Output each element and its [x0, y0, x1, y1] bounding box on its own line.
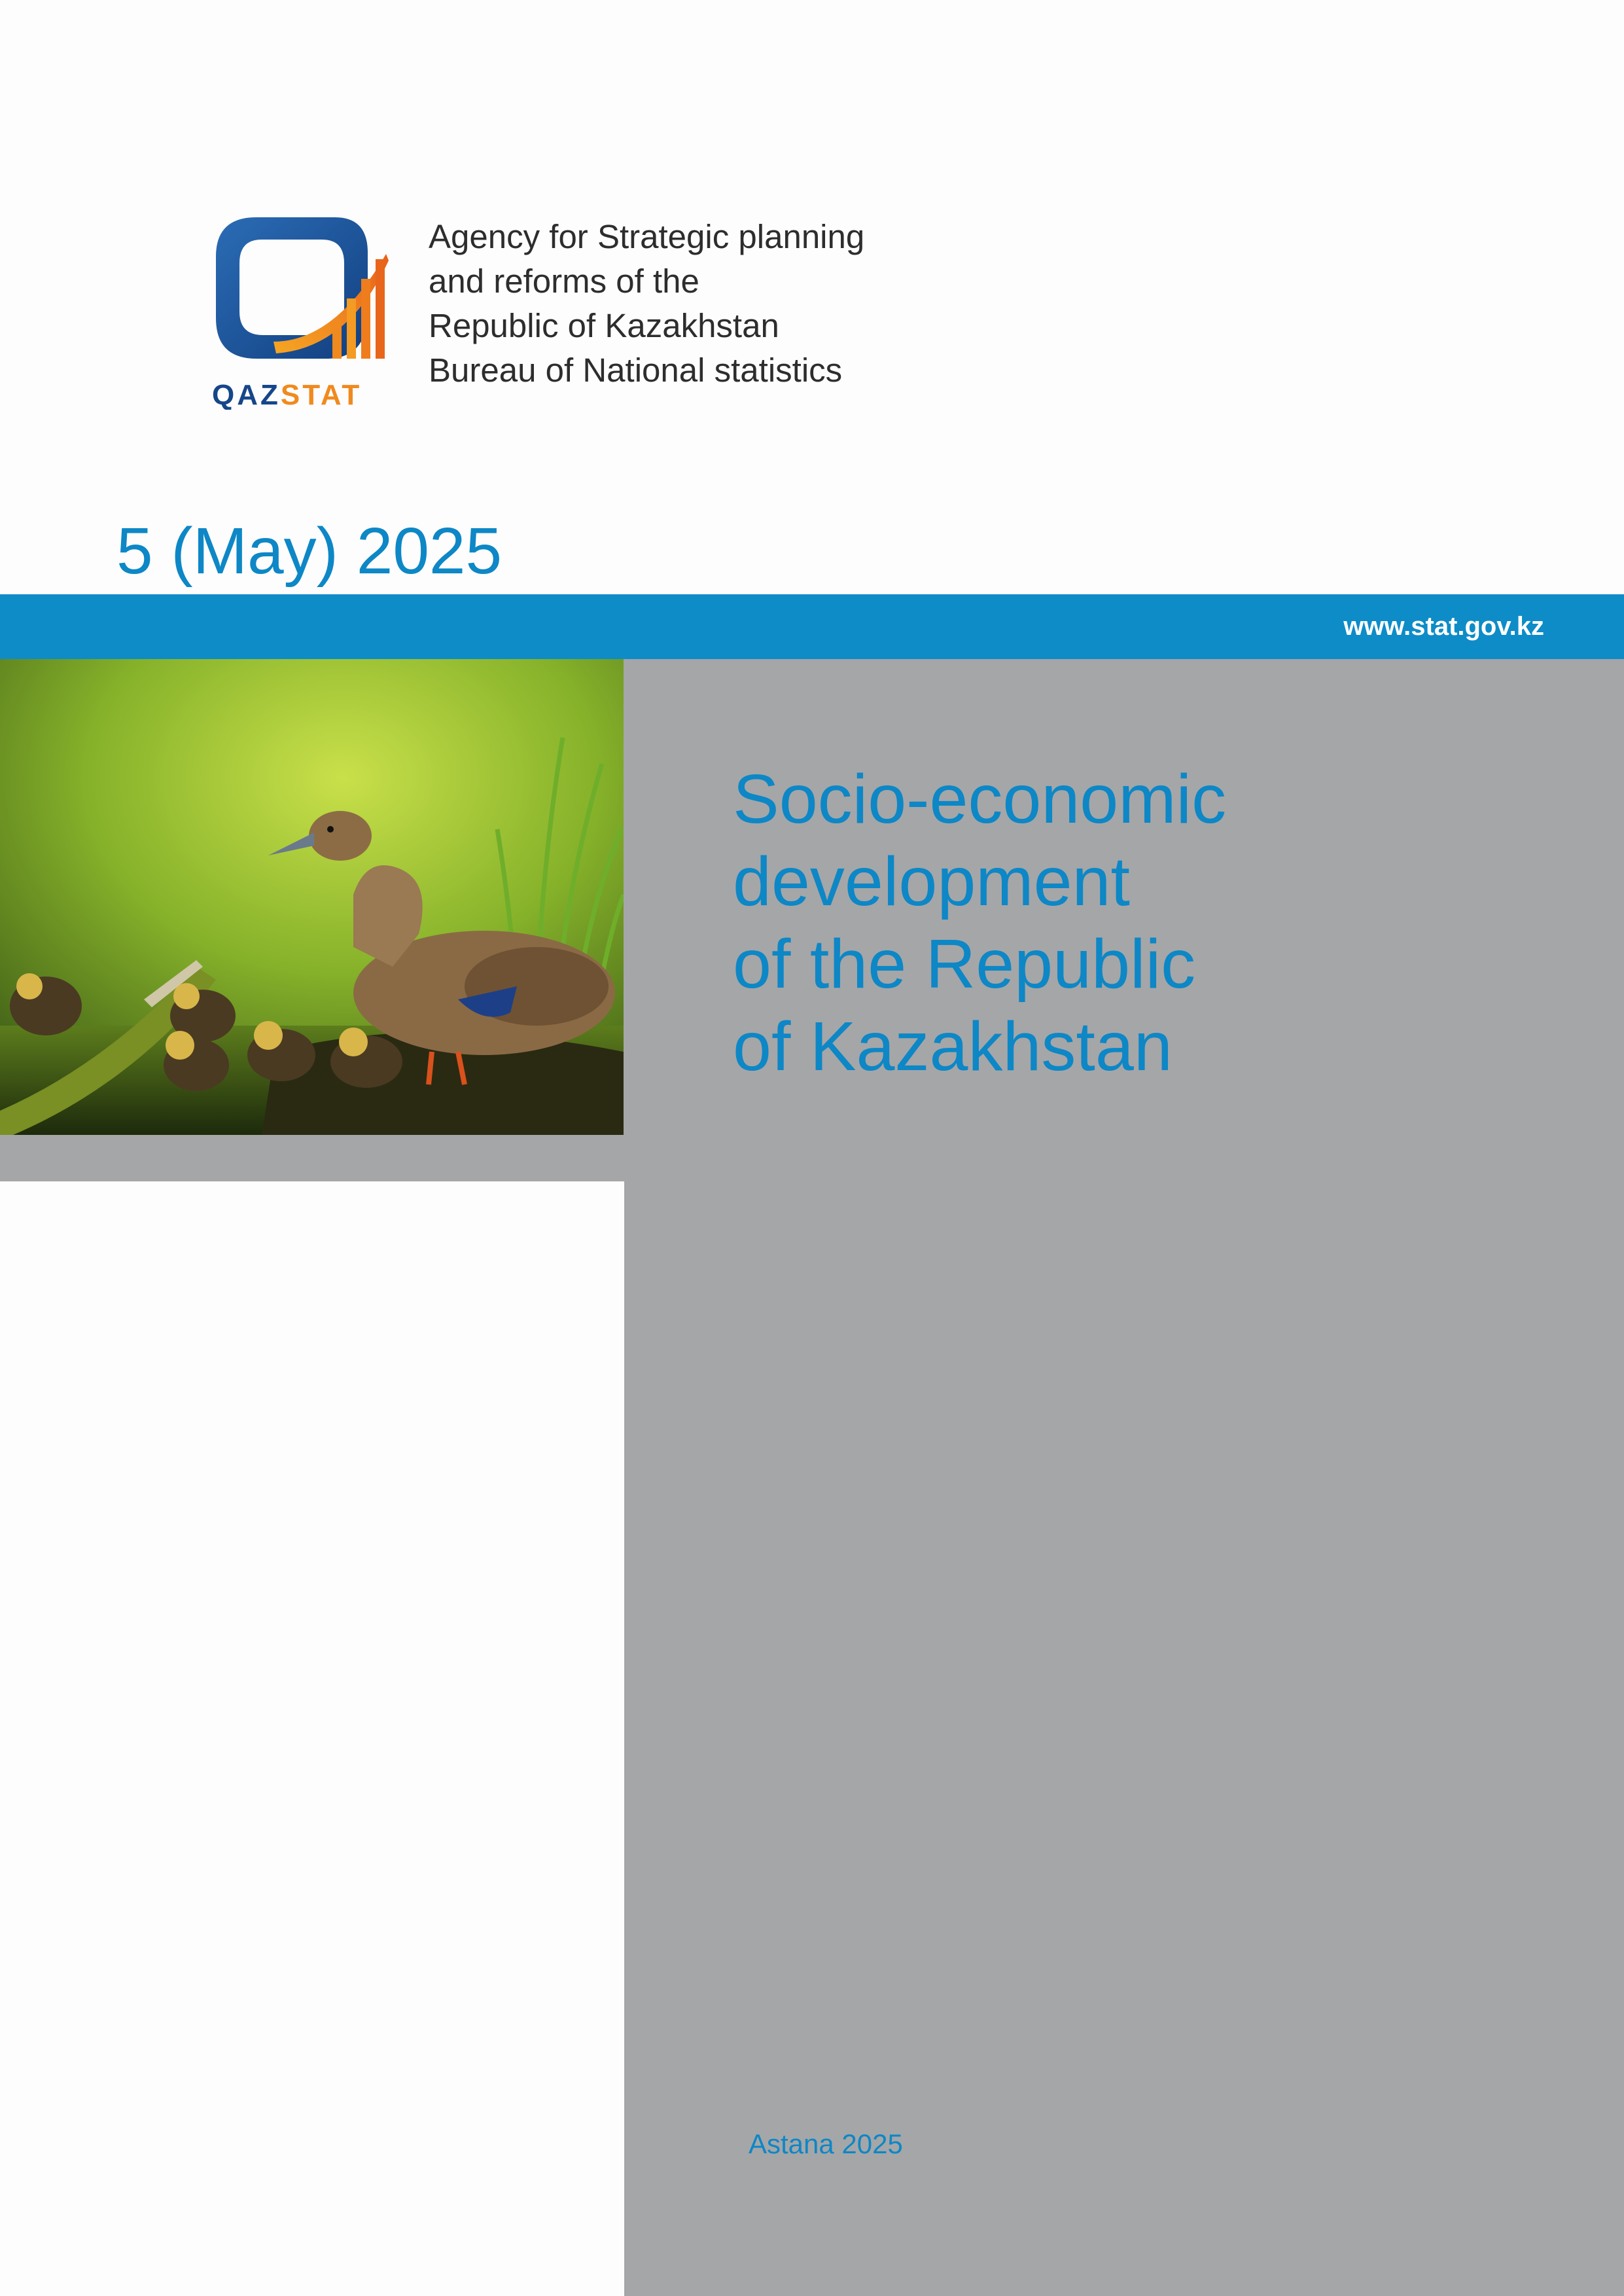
duck-with-ducklings-photo-icon: [0, 659, 624, 1135]
title-line: Socio-economic: [733, 761, 1227, 838]
place-year: Astana 2025: [749, 2128, 903, 2159]
qazstat-logo-icon: [211, 213, 391, 410]
title-line: of the Republic: [733, 925, 1196, 1003]
issue-date: 5 (May) 2025: [116, 514, 503, 588]
title-line: of Kazakhstan: [733, 1008, 1173, 1085]
website-link[interactable]: www.stat.gov.kz: [1343, 612, 1544, 641]
agency-name: [429, 215, 864, 393]
agency-line: Agency for Strategic planning: [429, 218, 865, 255]
agency-line: Republic of Kazakhstan: [429, 307, 779, 344]
title-line: development: [733, 843, 1130, 920]
agency-line: Bureau of National statistics: [429, 351, 843, 389]
cover-photo: [0, 659, 624, 1135]
svg-text:QAZSTAT: QAZSTAT: [212, 379, 362, 410]
document-title: [733, 758, 1226, 1088]
agency-line: and reforms of the: [429, 262, 699, 300]
qazstat-logo: [211, 213, 391, 410]
blue-band: [0, 594, 1624, 659]
